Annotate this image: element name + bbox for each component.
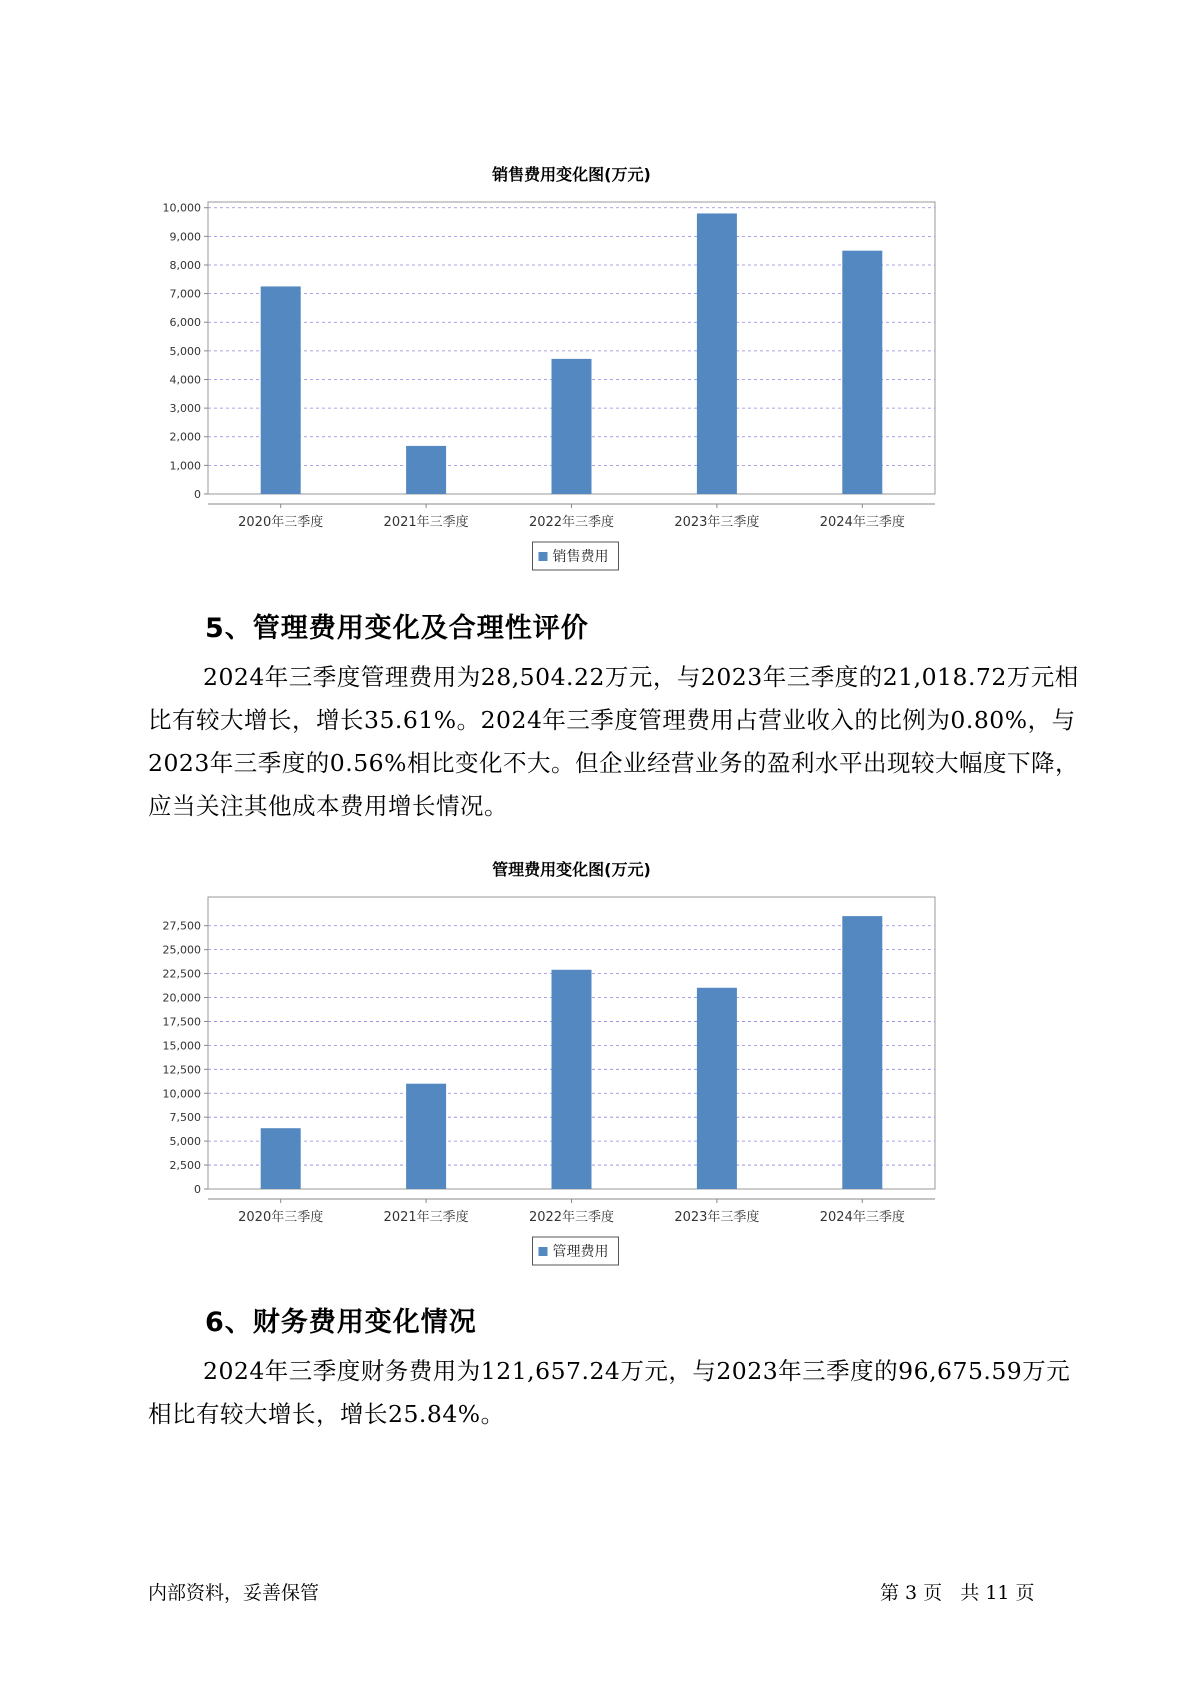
x-tick-label: 2022年三季度 [528,515,615,530]
y-tick-label: 6,000 [169,316,201,330]
sales-expense-chart [150,160,1030,580]
bar [697,988,737,1189]
bar [697,213,737,494]
bar [842,916,882,1189]
y-tick-label: 0 [194,488,201,501]
section-heading-admin-expense: 5、管理费用变化及合理性评价 [205,613,589,644]
y-tick-label: 2,500 [169,1159,201,1173]
section-heading-finance-expense: 6、财务费用变化情况 [205,1307,477,1338]
bar [406,446,446,494]
x-tick-label: 2021年三季度 [383,515,469,530]
section-paragraph-admin-expense: 2024年三季度管理费用为28,504.22万元，与2023年三季度的21,018.72万元相比有较大增长，增长35.61%。2024年三季度管理费用占营业收入的比例为0.80%，与2023年三季度的0.56%相比变化不大。但企业经营业务的盈利水平出现较大幅度下降，应当关注其他成本费用增长情况。 [148,663,1079,820]
y-tick-label: 0 [194,1183,201,1196]
x-tick-label: 2023年三季度 [674,1210,760,1225]
y-tick-label: 7,500 [169,1111,201,1125]
bar [552,970,592,1189]
x-tick-label: 2024年三季度 [819,515,905,530]
chart-svg [150,855,1030,1275]
y-tick-label: 22,500 [162,967,201,981]
x-tick-label: 2022年三季度 [528,1210,615,1225]
chart-title: 销售费用变化图(万元) [492,165,651,184]
y-tick-label: 2,000 [169,430,201,444]
chart-title: 管理费用变化图(万元) [492,860,651,879]
y-tick-label: 17,500 [162,1015,201,1029]
x-tick-label: 2020年三季度 [238,1210,324,1225]
bar [406,1084,446,1189]
bar [261,1128,301,1189]
y-tick-label: 20,000 [162,991,201,1005]
x-tick-label: 2023年三季度 [674,515,760,530]
bar [261,286,301,494]
y-tick-label: 25,000 [162,943,201,957]
y-tick-label: 5,000 [169,1135,201,1149]
legend-label: 管理费用 [552,1244,609,1260]
x-tick-label: 2024年三季度 [819,1210,905,1225]
y-tick-label: 9,000 [169,230,201,244]
x-tick-label: 2020年三季度 [238,515,324,530]
section-paragraph-finance-expense: 2024年三季度财务费用为121,657.24万元，与2023年三季度的96,675.59万元相比有较大增长，增长25.84%。 [148,1357,1071,1428]
y-tick-label: 1,000 [169,459,201,473]
legend-label: 销售费用 [552,549,609,565]
bar [842,251,882,494]
y-tick-label: 10,000 [162,1087,201,1101]
chart-svg [150,160,1030,580]
legend-swatch [539,1247,548,1256]
legend-swatch [539,552,548,561]
bar [552,359,592,494]
y-tick-label: 5,000 [169,344,201,358]
y-tick-label: 12,500 [162,1063,201,1077]
y-tick-label: 15,000 [162,1039,201,1053]
y-tick-label: 8,000 [169,258,201,272]
x-tick-label: 2021年三季度 [383,1210,469,1225]
y-tick-label: 4,000 [169,373,201,387]
admin-expense-chart [150,855,1030,1275]
footer-confidential-note: 内部资料，妥善保管 [148,1582,320,1604]
y-tick-label: 7,000 [169,287,201,301]
y-tick-label: 3,000 [169,402,201,416]
y-tick-label: 10,000 [162,201,201,215]
y-tick-label: 27,500 [162,919,201,933]
footer-page-number: 第 3 页 共 11 页 [880,1582,1035,1604]
